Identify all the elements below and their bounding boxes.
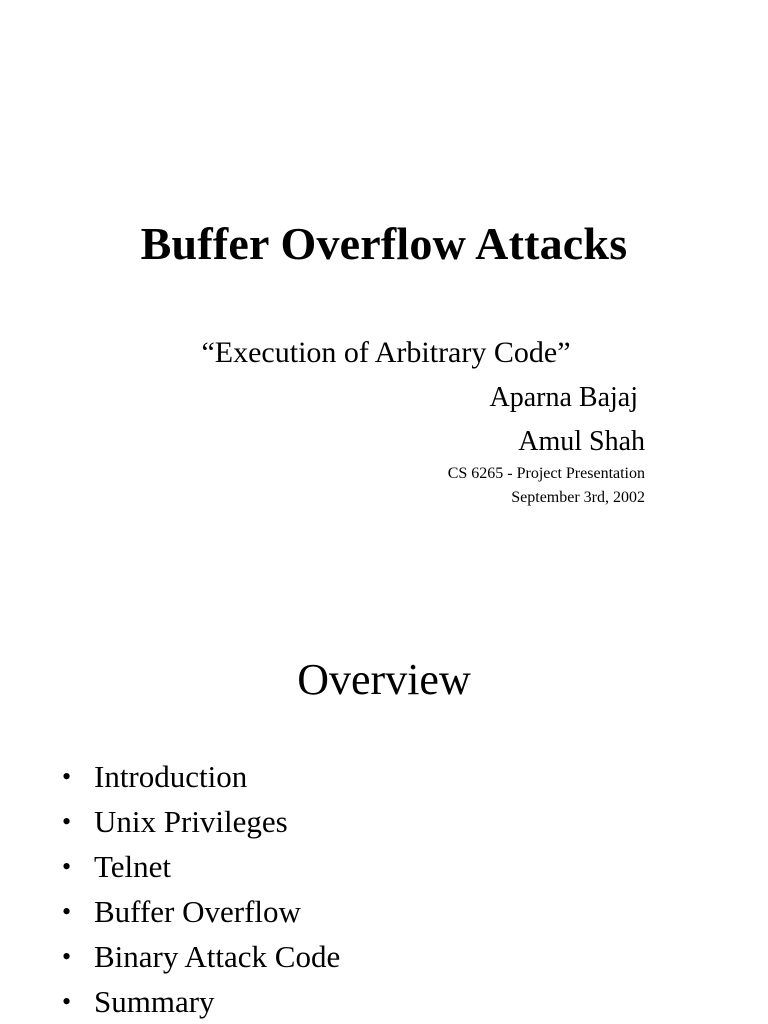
list-item-label: Telnet bbox=[94, 849, 172, 884]
overview-bullet-list bbox=[62, 754, 340, 1024]
list-item bbox=[62, 934, 340, 979]
list-item bbox=[62, 979, 340, 1024]
list-item bbox=[62, 844, 340, 889]
bullet-icon: • bbox=[62, 942, 72, 971]
bullet-icon: • bbox=[62, 762, 72, 791]
overview-title: Overview bbox=[297, 655, 471, 704]
list-item-label: Introduction bbox=[94, 759, 248, 794]
bullet-icon: • bbox=[62, 852, 72, 881]
list-item-label: Binary Attack Code bbox=[94, 939, 341, 974]
author-name: Aparna Bajaj bbox=[489, 382, 638, 413]
list-item-label: Buffer Overflow bbox=[94, 894, 301, 929]
list-item-label: Summary bbox=[94, 984, 215, 1019]
list-item bbox=[62, 754, 340, 799]
list-item bbox=[62, 889, 340, 934]
list-item-label: Unix Privileges bbox=[94, 804, 288, 839]
course-label: CS 6265 - Project Presentation bbox=[447, 465, 645, 482]
bullet-icon: • bbox=[62, 897, 72, 926]
overview-slide bbox=[0, 600, 768, 1024]
presentation-subtitle: “Execution of Arbitrary Code” bbox=[201, 336, 571, 369]
bullet-icon: • bbox=[62, 987, 72, 1016]
presentation-title: Buffer Overflow Attacks bbox=[140, 218, 628, 269]
list-item bbox=[62, 799, 340, 844]
author-name: Amul Shah bbox=[518, 426, 645, 457]
bullet-icon: • bbox=[62, 807, 72, 836]
presentation-date: September 3rd, 2002 bbox=[511, 489, 645, 506]
